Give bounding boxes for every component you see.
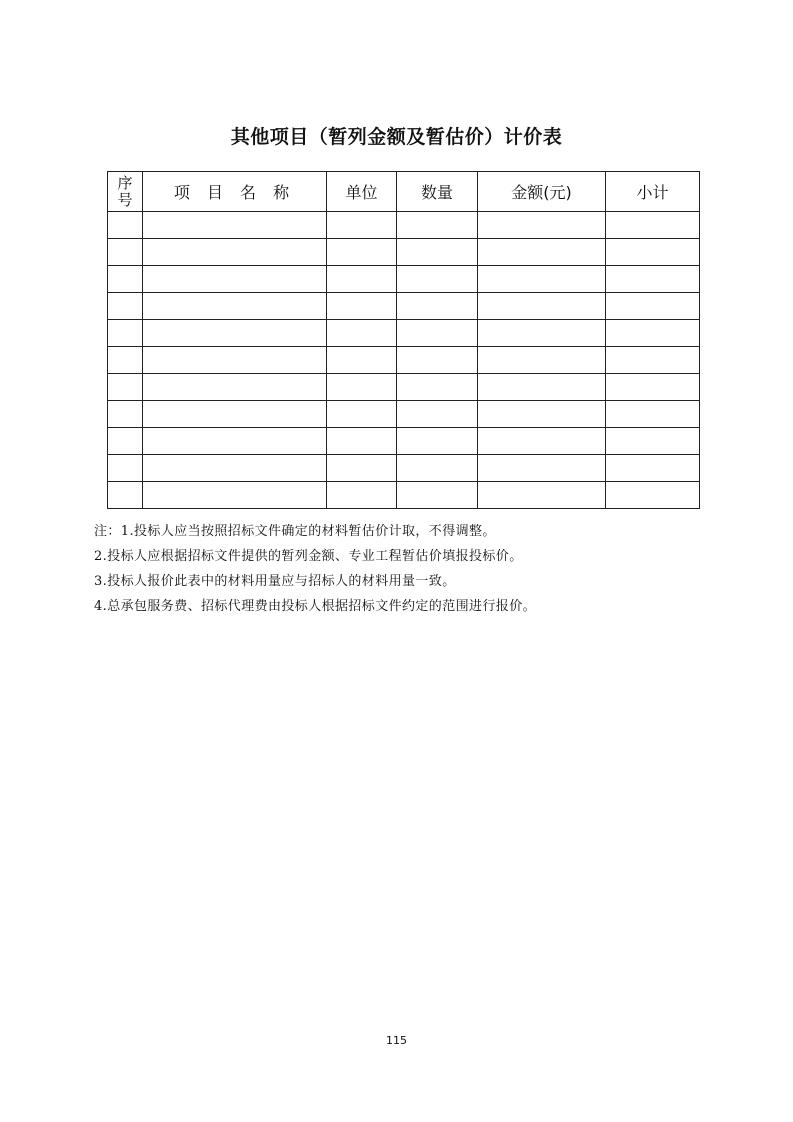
table-header-row	[108, 172, 700, 212]
cell-amount	[478, 212, 606, 239]
cell-amount	[478, 455, 606, 482]
page-number: 115	[386, 1034, 407, 1047]
cell-quantity	[397, 239, 478, 266]
pricing-table	[107, 171, 700, 509]
cell-quantity	[397, 482, 478, 509]
cell-sequence	[108, 455, 143, 482]
cell-amount	[478, 401, 606, 428]
cell-item-name	[143, 266, 327, 293]
cell-amount	[478, 428, 606, 455]
header-quantity: 数量	[397, 172, 478, 212]
cell-unit	[327, 293, 397, 320]
note-2: 2.投标人应根据招标文件提供的暂列金额、专业工程暂估价填报投标价。	[94, 549, 523, 564]
cell-amount	[478, 347, 606, 374]
cell-subtotal	[606, 401, 700, 428]
cell-amount	[478, 374, 606, 401]
cell-quantity	[397, 320, 478, 347]
cell-subtotal	[606, 347, 700, 374]
cell-sequence	[108, 401, 143, 428]
cell-item-name	[143, 482, 327, 509]
notes-section	[94, 519, 734, 619]
cell-item-name	[143, 212, 327, 239]
header-sequence-bottom: 号	[117, 190, 133, 209]
table-row	[108, 347, 700, 374]
note-1: 注：1.投标人应当按照招标文件确定的材料暂估价计取，不得调整。	[94, 524, 496, 539]
table-row	[108, 293, 700, 320]
cell-unit	[327, 212, 397, 239]
header-subtotal: 小计	[606, 172, 700, 212]
header-amount: 金额(元)	[478, 172, 606, 212]
cell-quantity	[397, 347, 478, 374]
cell-sequence	[108, 212, 143, 239]
cell-unit	[327, 320, 397, 347]
header-unit: 单位	[327, 172, 397, 212]
cell-unit	[327, 455, 397, 482]
cell-sequence	[108, 293, 143, 320]
cell-quantity	[397, 374, 478, 401]
cell-item-name	[143, 293, 327, 320]
cell-amount	[478, 320, 606, 347]
cell-item-name	[143, 239, 327, 266]
cell-sequence	[108, 266, 143, 293]
cell-amount	[478, 239, 606, 266]
table-row	[108, 401, 700, 428]
cell-unit	[327, 347, 397, 374]
cell-amount	[478, 482, 606, 509]
cell-unit	[327, 401, 397, 428]
table-row	[108, 266, 700, 293]
cell-sequence	[108, 347, 143, 374]
cell-item-name	[143, 428, 327, 455]
header-sequence	[108, 172, 143, 212]
cell-unit	[327, 266, 397, 293]
cell-subtotal	[606, 266, 700, 293]
note-4: 4.总承包服务费、招标代理费由投标人根据招标文件约定的范围进行报价。	[94, 599, 537, 614]
cell-unit	[327, 374, 397, 401]
table-row	[108, 374, 700, 401]
table-row	[108, 320, 700, 347]
table-row	[108, 212, 700, 239]
cell-unit	[327, 482, 397, 509]
cell-quantity	[397, 266, 478, 293]
cell-quantity	[397, 401, 478, 428]
header-sequence-top: 序	[117, 173, 133, 192]
cell-unit	[327, 428, 397, 455]
cell-amount	[478, 266, 606, 293]
cell-amount	[478, 293, 606, 320]
table-row	[108, 239, 700, 266]
cell-quantity	[397, 212, 478, 239]
cell-sequence	[108, 320, 143, 347]
cell-item-name	[143, 347, 327, 374]
note-3: 3.投标人报价此表中的材料用量应与招标人的材料用量一致。	[94, 574, 456, 589]
cell-quantity	[397, 293, 478, 320]
cell-item-name	[143, 401, 327, 428]
table-row	[108, 482, 700, 509]
page-title: 其他项目（暂列金额及暂估价）计价表	[230, 126, 563, 148]
cell-sequence	[108, 239, 143, 266]
cell-item-name	[143, 455, 327, 482]
table-body	[108, 212, 700, 509]
cell-subtotal	[606, 212, 700, 239]
table-row	[108, 428, 700, 455]
cell-sequence	[108, 374, 143, 401]
cell-sequence	[108, 428, 143, 455]
table-row	[108, 455, 700, 482]
cell-quantity	[397, 428, 478, 455]
header-item-name: 项 目 名 称	[143, 172, 327, 212]
cell-item-name	[143, 374, 327, 401]
cell-unit	[327, 239, 397, 266]
cell-subtotal	[606, 428, 700, 455]
cell-sequence	[108, 482, 143, 509]
cell-item-name	[143, 320, 327, 347]
cell-subtotal	[606, 374, 700, 401]
cell-subtotal	[606, 293, 700, 320]
cell-subtotal	[606, 455, 700, 482]
cell-quantity	[397, 455, 478, 482]
cell-subtotal	[606, 482, 700, 509]
cell-subtotal	[606, 239, 700, 266]
cell-subtotal	[606, 320, 700, 347]
